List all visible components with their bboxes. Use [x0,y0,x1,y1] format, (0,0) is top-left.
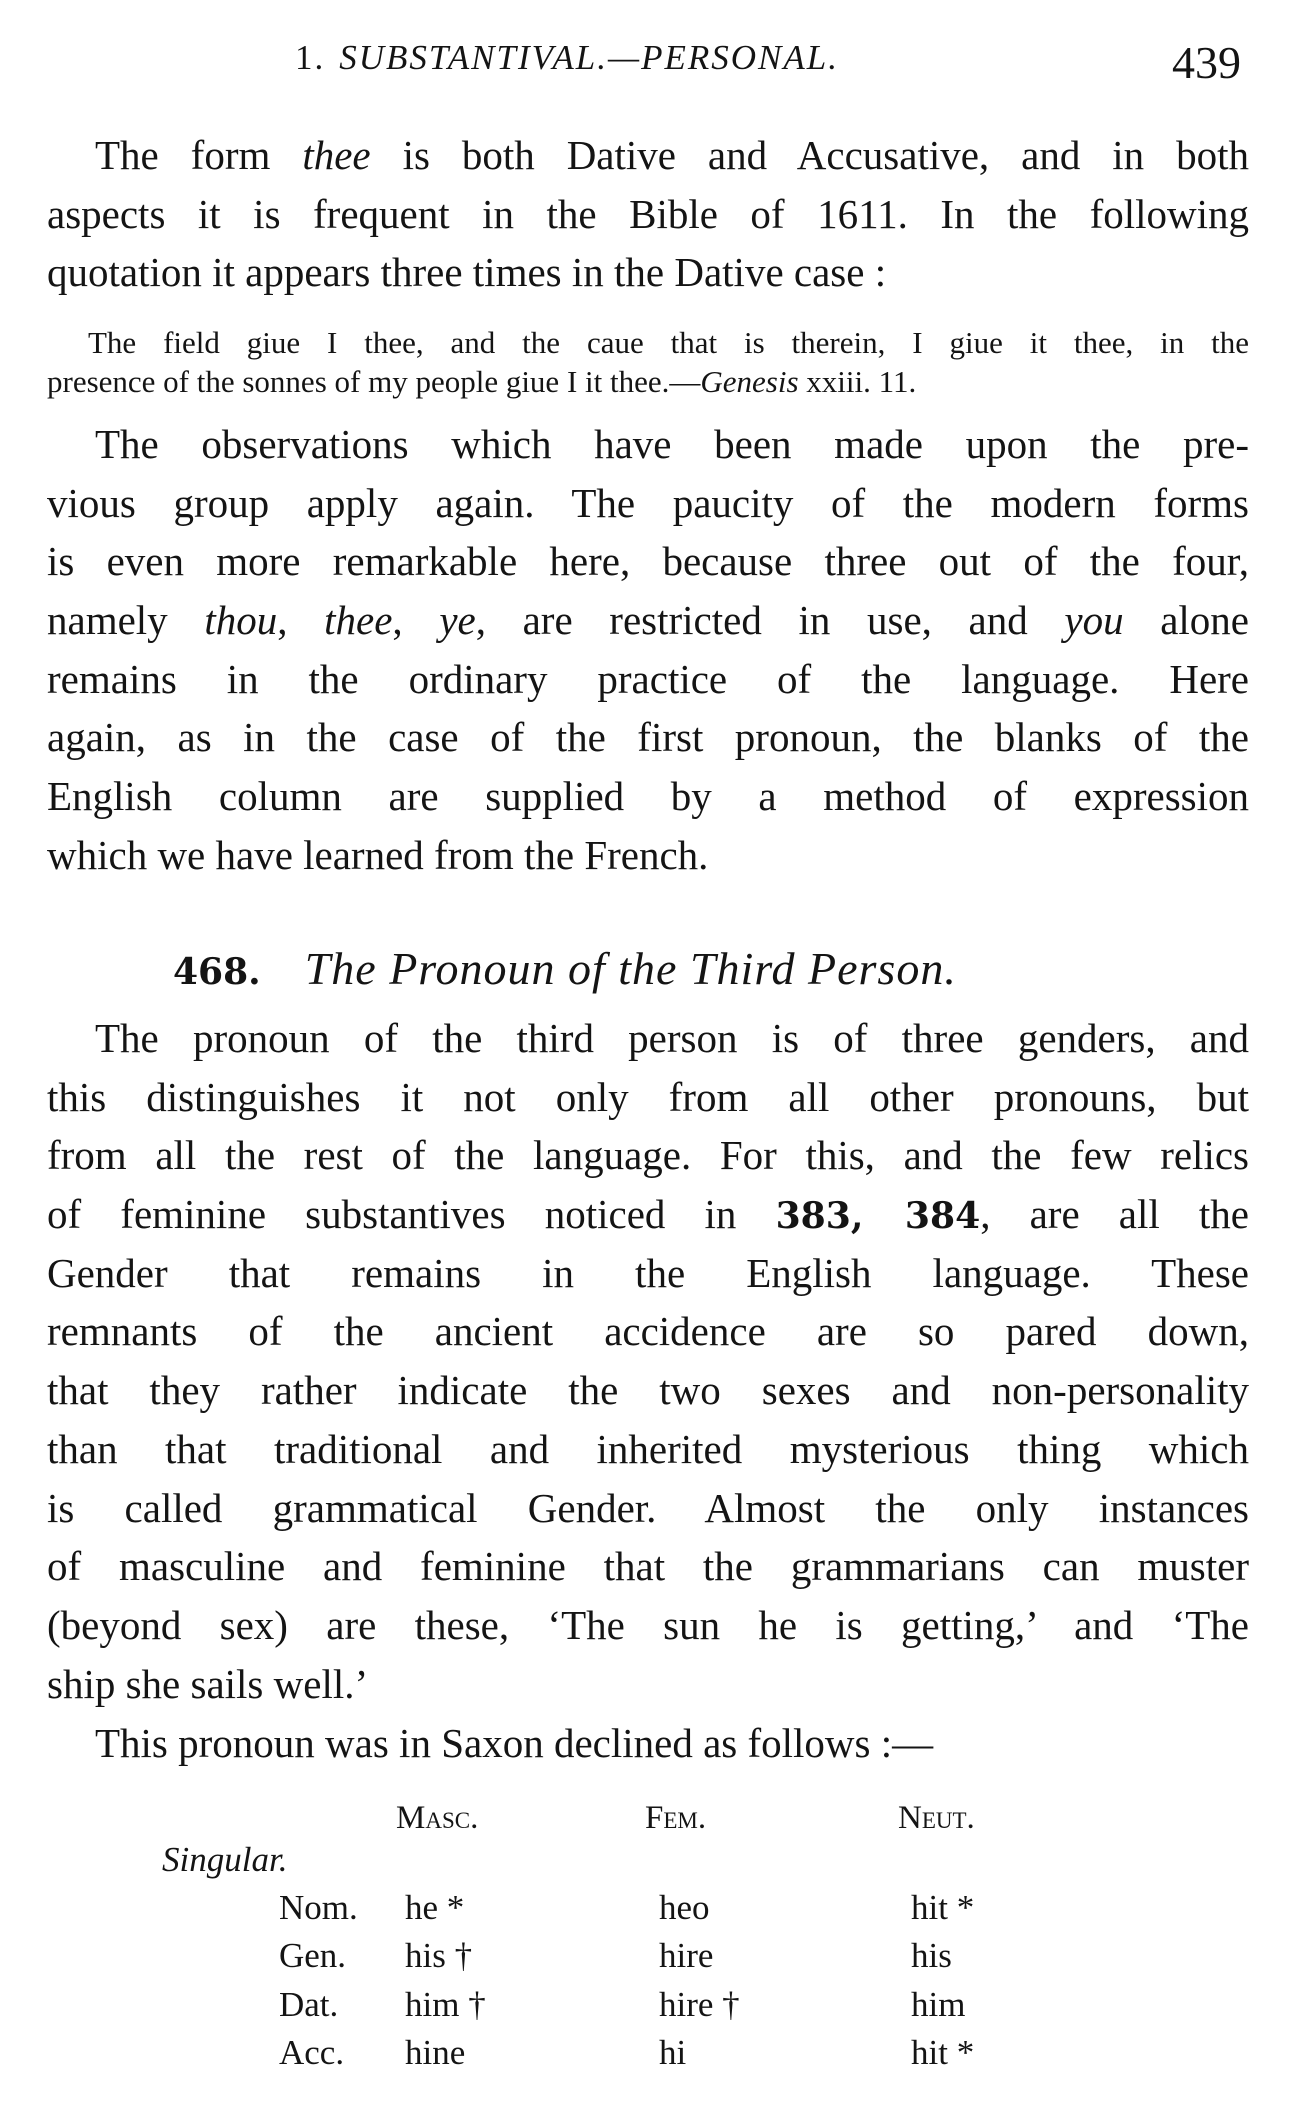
text-run: alone [1123,597,1250,644]
text-run: remains in the ordinary practice of the language. Here [47,655,1249,702]
text-run: This pronoun was in Saxon declined as follows :— [95,1720,934,1766]
column-header-fem: Fem. [645,1800,707,1836]
italic-text: thee [324,597,393,644]
text-run: vious group apply again. The paucity of the modern forms [47,479,1249,526]
text-line [47,126,1249,185]
text-run: that they rather indicate the two sexes and non-personality [47,1367,1249,1414]
table-cell-masc: hine [405,2033,466,2072]
text-run: ship she sails well.’ [47,1660,369,1707]
text-run: The form [95,132,303,178]
italic-text: you [1064,597,1124,644]
table-cell-fem: hi [659,2033,687,2072]
text-line [47,650,1249,709]
text-line [47,185,1249,244]
text-run: this distinguishes it not only from all other pronouns, but [47,1073,1249,1120]
text-run: , [392,597,440,644]
case-label: Dat. [279,1985,339,2024]
running-title: SUBSTANTIVAL.—PERSONAL. [339,38,839,77]
bold-reference: 383, 384 [775,1194,981,1238]
text-line [47,1302,1249,1361]
text-run: quotation it appears three times in the Dative case : [47,249,887,296]
paragraph-thee-forms [47,126,1249,302]
running-header [295,38,839,78]
text-line [47,474,1249,533]
text-line [47,1479,1249,1538]
text-run: The observations which have been made upon the pre- [95,421,1249,467]
text-line [47,1714,1249,1773]
text-run: , [277,597,325,644]
text-line [47,708,1249,767]
text-line [47,1185,1249,1244]
text-line [47,415,1249,474]
text-run: The pronoun of the third person is of three genders, and [95,1015,1249,1061]
table-cell-masc: his † [405,1936,473,1975]
case-label: Nom. [279,1888,358,1927]
text-run: of masculine and feminine that the grammarians can muster [47,1543,1249,1590]
section-number: 1. [295,38,326,77]
text-line [47,1596,1249,1655]
section-heading-number: 468. [173,951,261,993]
table-cell-masc: he * [405,1888,465,1927]
text-line [47,1537,1249,1596]
page-number: 439 [1172,37,1241,88]
bible-quotation [47,323,1249,401]
text-run: again, as in the case of the first pronoun, the blanks of the [47,714,1249,761]
text-run: aspects it is frequent in the Bible of 1611. In the following [47,190,1249,237]
column-header-masc: Masc. [396,1800,479,1836]
case-label: Gen. [279,1936,347,1975]
text-line [47,1655,1249,1714]
table-cell-neut: hit * [911,2033,975,2072]
text-run: remnants of the ancient accidence are so pared down, [47,1308,1249,1355]
text-line [47,362,1249,401]
section-heading [173,942,957,995]
text-line [47,1126,1249,1185]
text-run: namely [47,597,205,644]
italic-text: ye [439,597,476,644]
text-line [47,1420,1249,1479]
table-cell-fem: heo [659,1888,710,1927]
table-cell-neut: his [911,1936,952,1975]
text-run: xxiii. 11. [798,364,917,399]
text-run: is even more remarkable here, because three out of the four, [47,538,1249,585]
text-line [47,532,1249,591]
text-line [47,1244,1249,1303]
number-label-singular: Singular. [162,1840,288,1879]
table-cell-fem: hire † [659,1985,740,2024]
text-run: which we have learned from the French. [47,831,709,878]
text-run: Gender that remains in the English language. These [47,1249,1249,1296]
text-run: The field giue I thee, and the caue that is therein, I giue it thee, in the [88,325,1249,360]
text-line [47,243,1249,302]
section-heading-title: The Pronoun of the Third Person. [304,943,957,994]
text-run: is both Dative and Accusative, and in both [370,132,1249,178]
italic-text: Genesis [700,364,799,399]
text-run: than that traditional and inherited mysterious thing which [47,1425,1249,1472]
text-line [47,1361,1249,1420]
table-cell-fem: hire [659,1936,714,1975]
table-cell-masc: him † [405,1985,486,2024]
text-run: , are restricted in use, and [475,597,1065,644]
text-line [47,1068,1249,1127]
text-line [47,323,1249,362]
column-header-neut: Neut. [898,1800,975,1836]
paragraph-third-person [47,1009,1249,1713]
text-run: , are all the [980,1191,1249,1238]
text-run: (beyond sex) are these, ‘The sun he is getting,’ and ‘The [47,1601,1249,1648]
table-cell-neut: him [911,1985,966,2024]
paragraph-observations [47,415,1249,885]
italic-text: thee [302,132,371,178]
table-cell-neut: hit * [911,1888,975,1927]
text-line [47,1009,1249,1068]
text-run: presence of the sonnes of my people giue I it thee.— [47,364,701,399]
text-line [47,591,1249,650]
case-label: Acc. [279,2033,345,2072]
text-run: of feminine substantives noticed in [47,1191,776,1238]
text-line [47,767,1249,826]
text-run: is called grammatical Gender. Almost the only instances [47,1484,1249,1531]
text-run: from all the rest of the language. For this, and the few relics [47,1132,1249,1179]
paragraph-saxon-declension [47,1714,1249,1773]
text-line [47,826,1249,885]
italic-text: thou [204,597,278,644]
text-run: English column are supplied by a method of expression [47,773,1249,820]
